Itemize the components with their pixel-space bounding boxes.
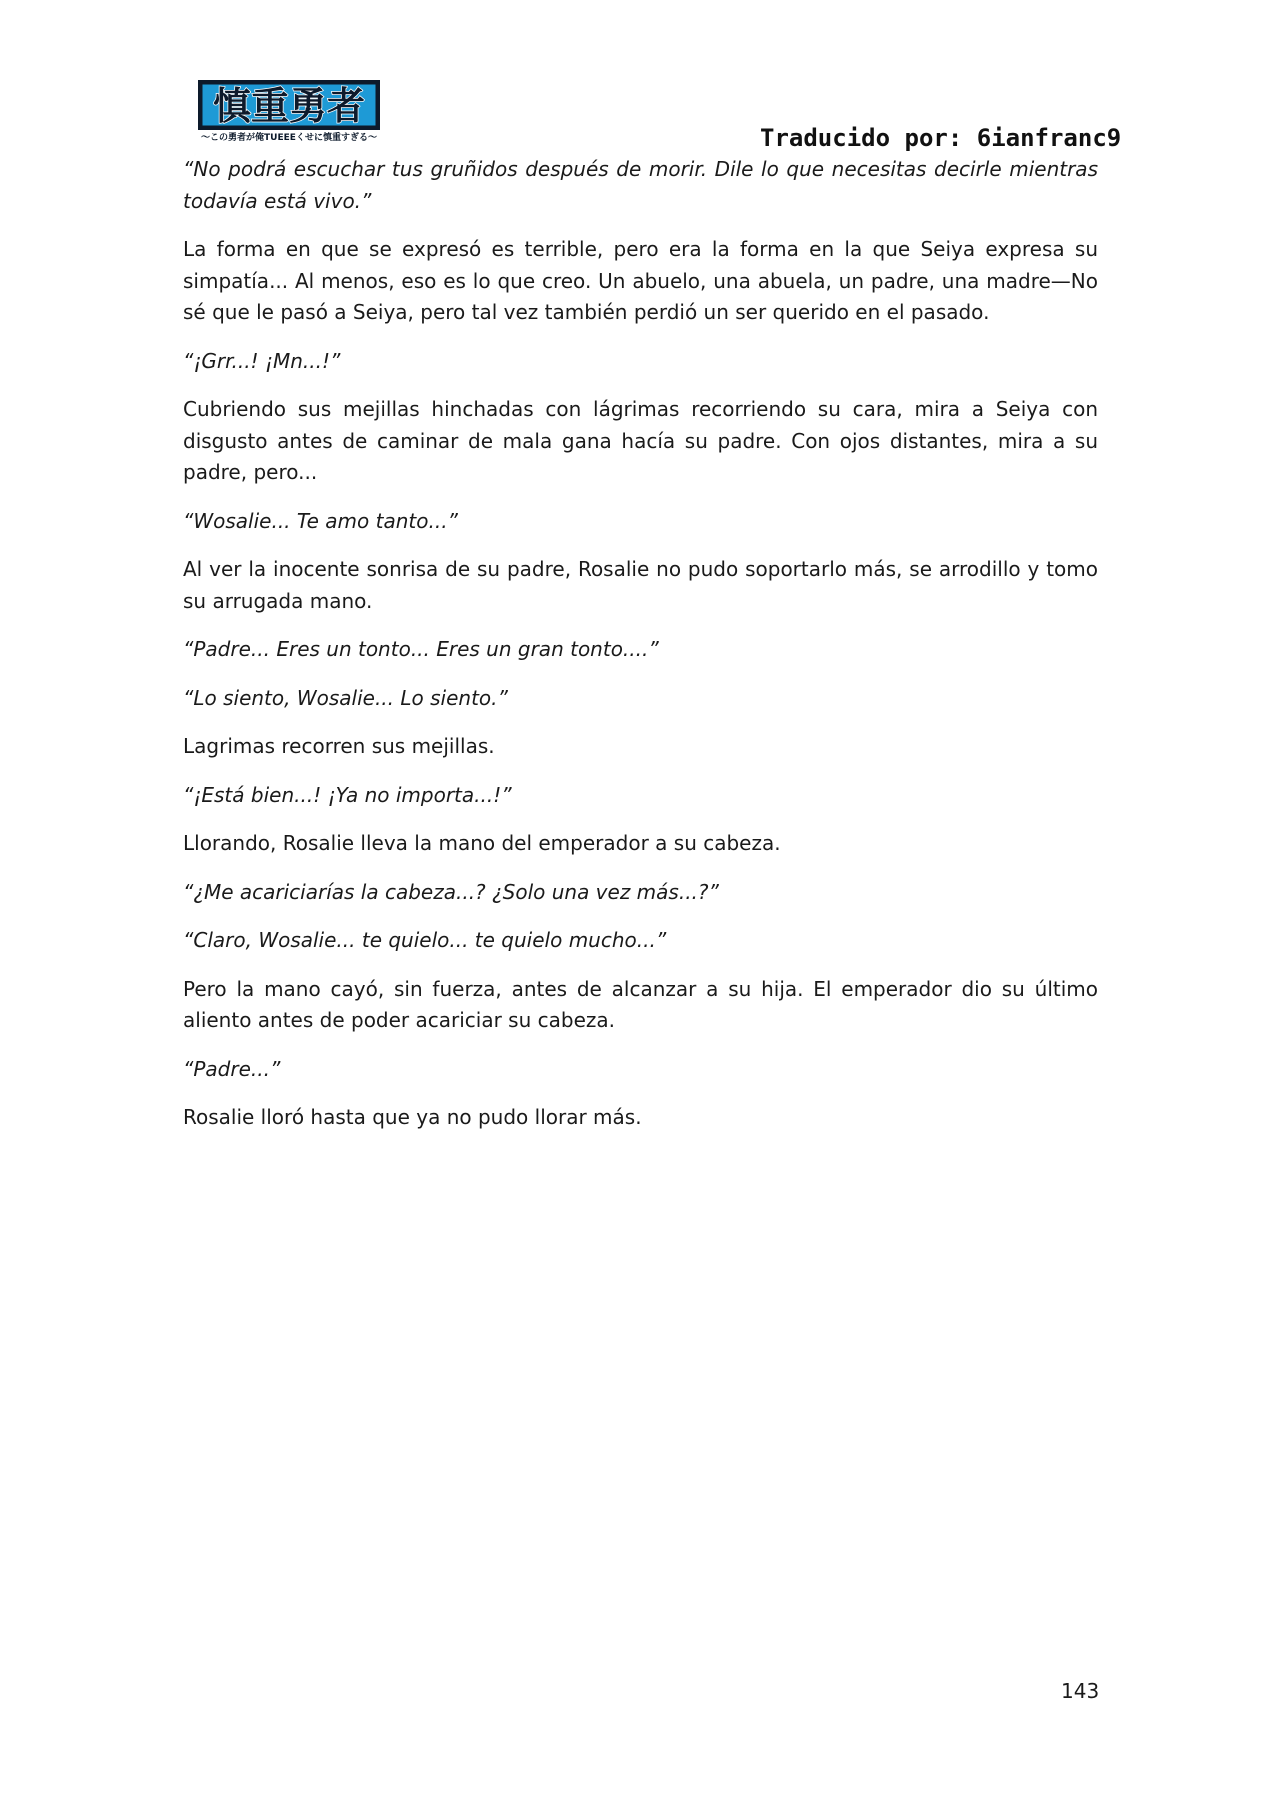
logo-subtitle: 〜この勇者が俺TUEEEくせに慎重すぎる〜 <box>201 133 377 143</box>
paragraph: “Wosalie... Te amo tanto...” <box>183 508 458 533</box>
paragraph: Llorando, Rosalie lleva la mano del emperador a su cabeza. <box>183 831 781 855</box>
paragraph: “Padre... Eres un tonto... Eres un gran tonto....” <box>183 637 659 661</box>
page-number: 143 <box>1061 1679 1100 1703</box>
paragraph: “¡Grr...! ¡Mn...!” <box>183 348 341 373</box>
paragraph: Lagrimas recorren sus mejillas. <box>183 734 495 758</box>
paragraph: Rosalie lloró hasta que ya no pudo llorar más. <box>183 1105 642 1129</box>
paragraph: La forma en que se expresó es terrible, pero era la forma en la que Seiya expresa su simpatía... Al menos, eso es lo que creo. Un abuelo, una abuela, un padre, una madre—No sé que le pasó a Seiya, pero tal vez también perdió un ser querido en el pasado. <box>183 237 1098 324</box>
paragraph: “Padre...” <box>183 1056 281 1081</box>
paragraph: “¿Me acariciarías la cabeza...? ¿Solo una vez más...?” <box>183 879 719 904</box>
paragraph: “Lo siento, Wosalie... Lo siento.” <box>183 685 508 710</box>
chapter-text <box>183 154 1098 1151</box>
page-header <box>0 0 1280 160</box>
paragraph: Cubriendo sus mejillas hinchadas con lágrimas recorriendo su cara, mira a Seiya con disgusto antes de caminar de mala gana hacía su padre. Con ojos distantes, mira a su padre, pero... <box>183 397 1098 484</box>
paragraph: “¡Está bien...! ¡Ya no importa...!” <box>183 782 512 807</box>
series-logo <box>196 78 382 144</box>
logo-title: 慎重勇者 <box>212 84 366 128</box>
paragraph: “Claro, Wosalie... te quielo... te quielo mucho...” <box>183 928 667 952</box>
translator-credit: Traducido por: 6ianfranc9 <box>760 124 1122 152</box>
paragraph: “No podrá escuchar tus gruñidos después de morir. Dile lo que necesitas decirle mientras todavía está vivo.” <box>183 157 1098 213</box>
paragraph: Al ver la inocente sonrisa de su padre, Rosalie no pudo soportarlo más, se arrodillo y tomo su arrugada mano. <box>183 557 1098 613</box>
paragraph: Pero la mano cayó, sin fuerza, antes de alcanzar a su hija. El emperador dio su último aliento antes de poder acariciar su cabeza. <box>183 976 1098 1032</box>
